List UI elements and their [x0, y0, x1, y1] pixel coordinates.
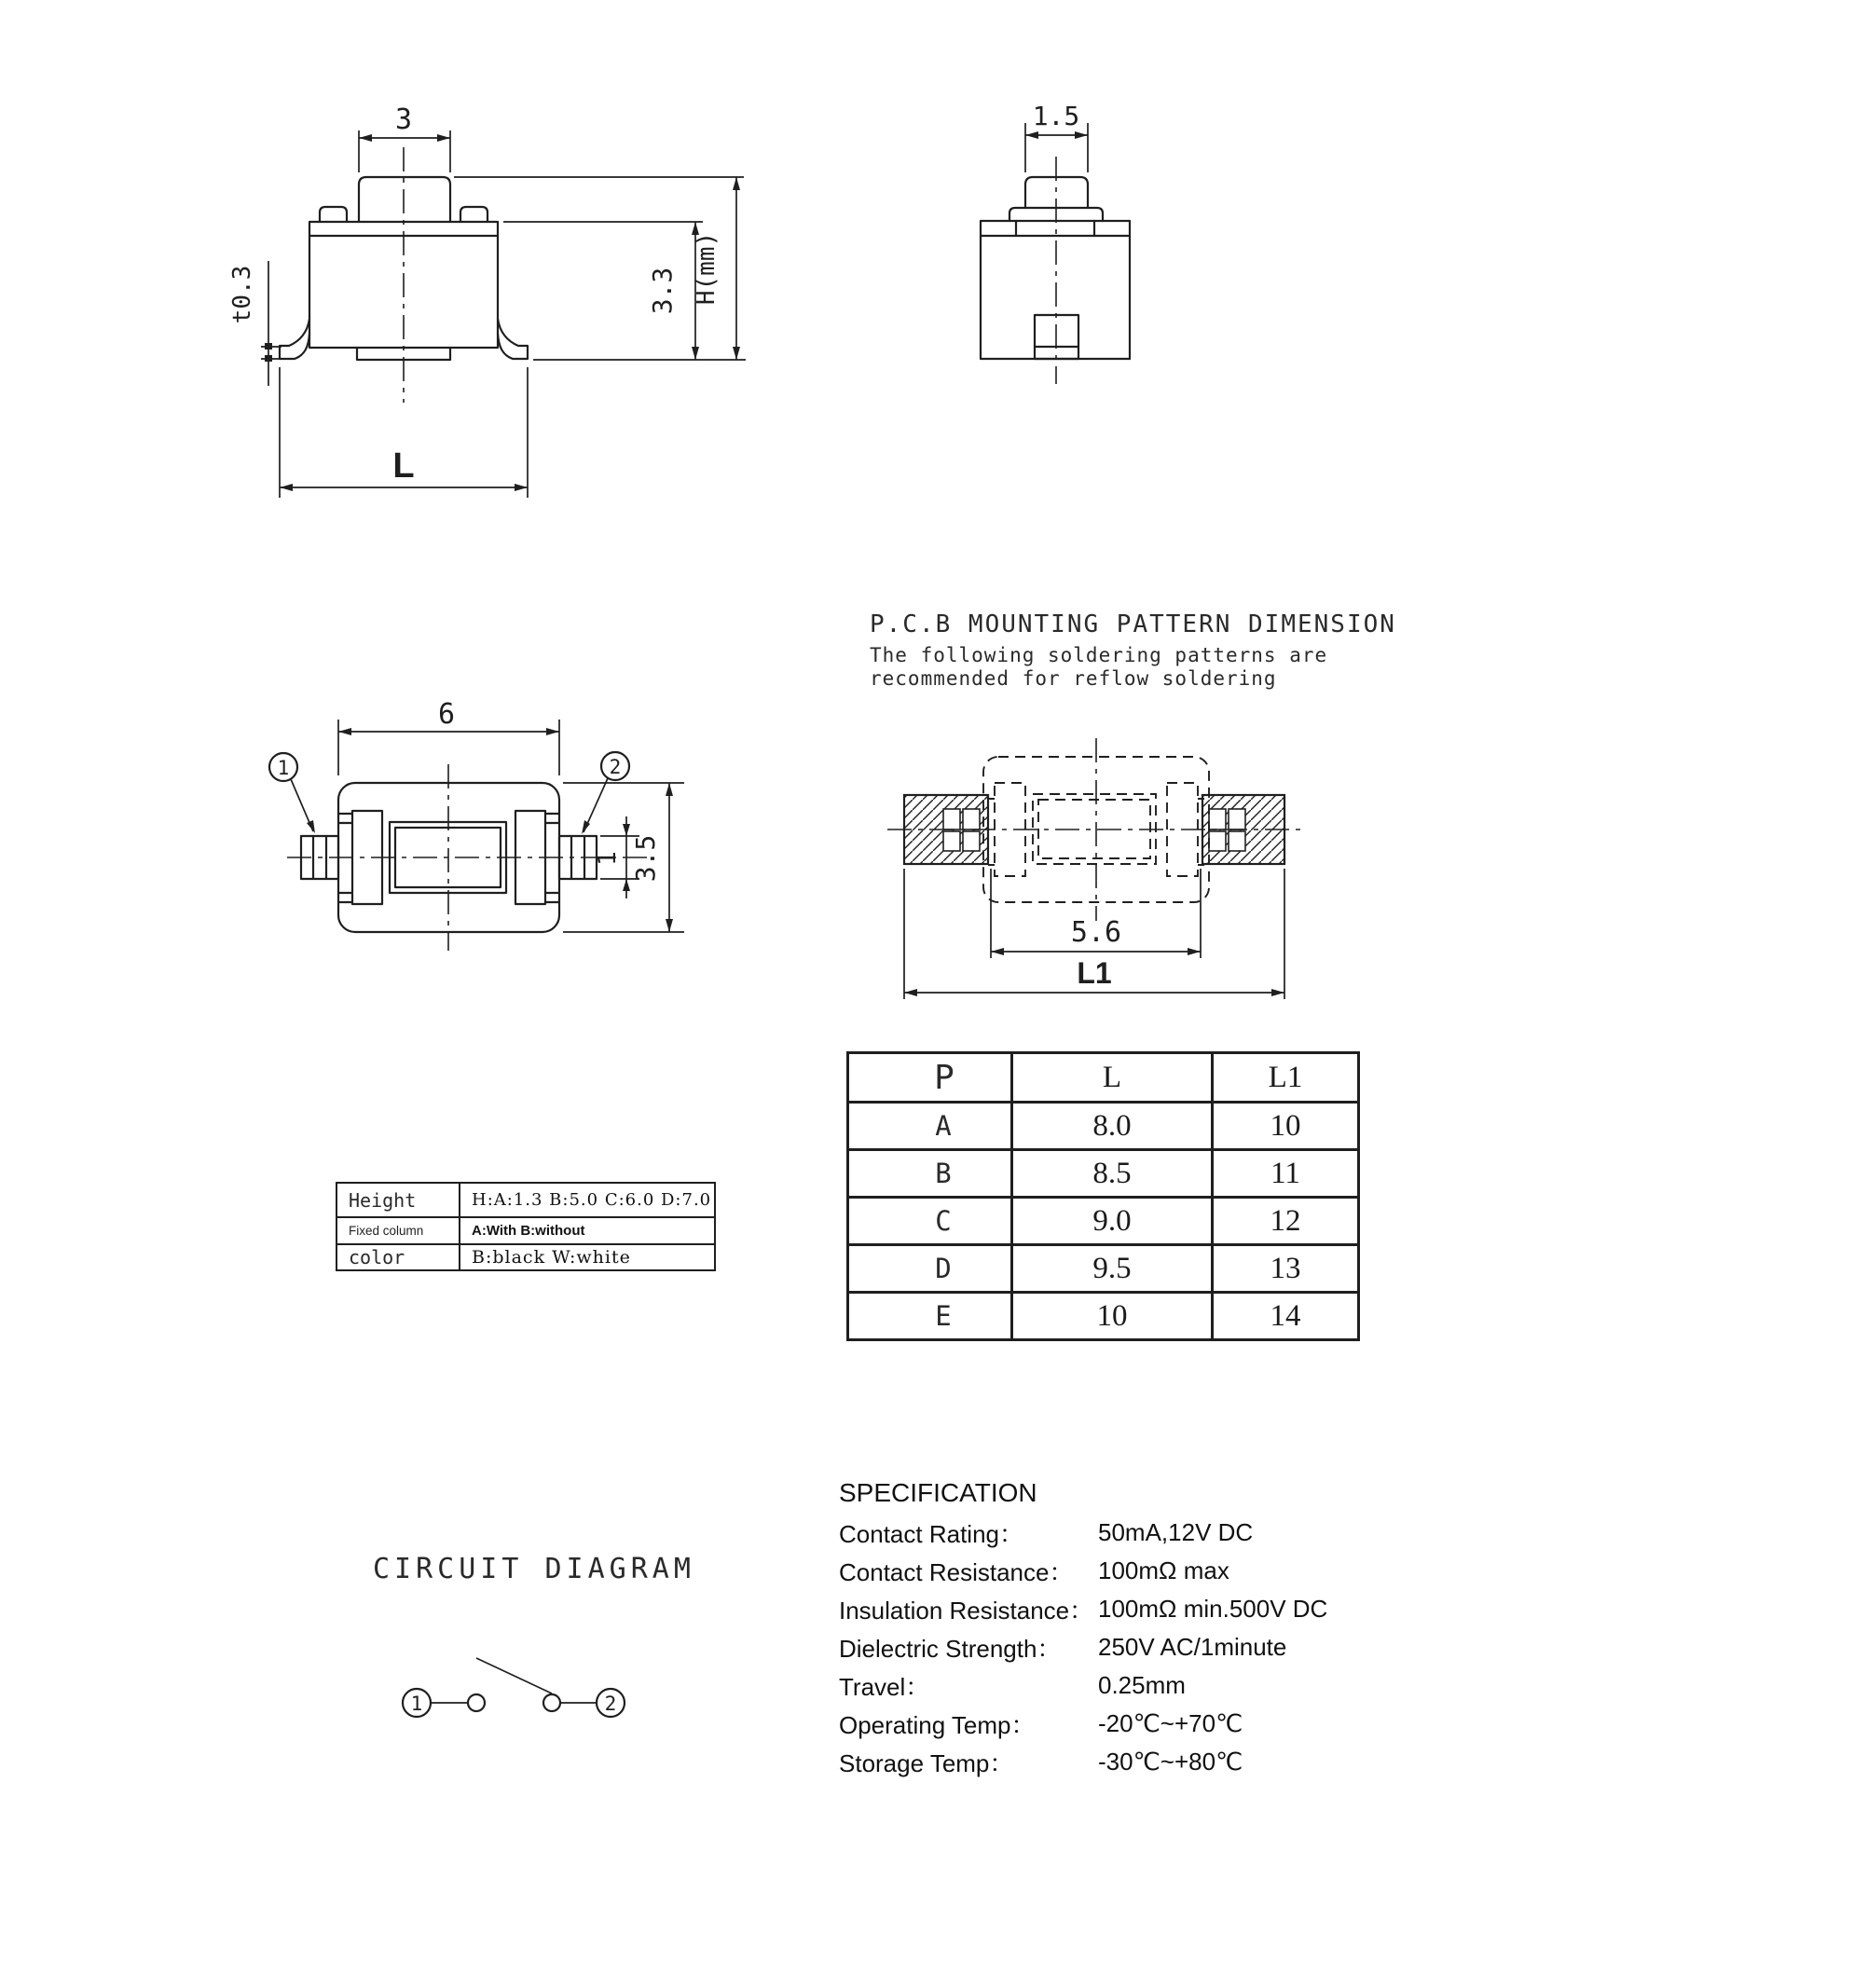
circuit-terminal-1: 1 — [410, 1693, 423, 1715]
table-row — [848, 1198, 1359, 1245]
spec-value: 100mΩ min.500V DC — [1098, 1595, 1328, 1623]
top-callout-1: 1 — [277, 757, 290, 779]
size-cell: A — [848, 1103, 1012, 1150]
specification-title: SPECIFICATION — [839, 1478, 1037, 1507]
spec-value: 0.25mm — [1098, 1671, 1186, 1699]
spec-row-operating-temp — [839, 1705, 1454, 1743]
table-row — [848, 1150, 1359, 1198]
spec-label: Storage Temp： — [839, 1749, 1014, 1777]
size-table-header-row — [848, 1053, 1359, 1103]
size-table — [846, 1051, 1360, 1341]
top-dim-body-height: 3.5 — [630, 834, 661, 883]
options-row-fixed-column-label: Fixed column — [336, 1217, 460, 1244]
top-dim-terminal-width: 1 — [594, 851, 622, 866]
options-row-color-label: color — [336, 1244, 460, 1270]
table-row — [848, 1293, 1359, 1340]
circuit-diagram-title: CIRCUIT DIAGRAM — [373, 1553, 695, 1585]
size-cell: E — [848, 1293, 1012, 1340]
size-cell: D — [848, 1245, 1012, 1293]
pcb-pattern-title-block — [870, 610, 1396, 691]
size-cell: 8.0 — [1012, 1103, 1213, 1150]
spec-label: Contact Rating： — [839, 1520, 1023, 1548]
spec-label: Insulation Resistance： — [839, 1597, 1094, 1625]
size-cell: 13 — [1213, 1245, 1359, 1293]
size-cell: 8.5 — [1012, 1150, 1213, 1198]
table-row — [848, 1245, 1359, 1293]
spec-label: Travel： — [839, 1673, 930, 1701]
options-row-height-label: Height — [336, 1183, 460, 1217]
front-dim-top-width: 3 — [394, 103, 413, 136]
front-dim-total-height: H(mm) — [693, 231, 721, 306]
size-cell: 11 — [1213, 1150, 1359, 1198]
spec-row-insulation-resistance — [839, 1590, 1454, 1628]
table-row — [848, 1103, 1359, 1150]
spec-row-travel — [839, 1666, 1454, 1705]
table-row — [336, 1183, 715, 1217]
table-row — [336, 1217, 715, 1244]
pcb-pattern-subtitle-2: recommended for reflow soldering — [870, 667, 1277, 690]
size-cell: 9.5 — [1012, 1245, 1213, 1293]
pcb-dim-pad-span: 5.6 — [1070, 916, 1122, 949]
size-cell: B — [848, 1150, 1012, 1198]
side-view-drawing — [981, 101, 1130, 384]
circuit-diagram-symbol — [403, 1658, 625, 1717]
circuit-terminal-2: 2 — [604, 1693, 617, 1715]
table-row — [336, 1244, 715, 1270]
size-table-header-p: P — [848, 1053, 1012, 1103]
size-cell: 10 — [1213, 1103, 1359, 1150]
front-view-drawing — [228, 103, 746, 498]
pcb-dim-total: L1 — [1077, 956, 1112, 990]
top-view-drawing — [269, 698, 684, 951]
spec-value: -20℃~+70℃ — [1098, 1709, 1243, 1737]
size-cell: 10 — [1012, 1293, 1213, 1340]
spec-row-dielectric-strength — [839, 1628, 1454, 1666]
front-dim-body-height: 3.3 — [647, 267, 678, 315]
spec-value: 50mA,12V DC — [1098, 1518, 1254, 1546]
size-table-header-l1: L1 — [1213, 1053, 1359, 1103]
spec-row-storage-temp — [839, 1743, 1454, 1781]
pcb-pattern-subtitle-1: The following soldering patterns are — [870, 644, 1328, 666]
pcb-pattern-drawing — [887, 738, 1305, 999]
size-cell: 9.0 — [1012, 1198, 1213, 1245]
front-dim-lead-thickness: t0.3 — [228, 265, 256, 324]
size-cell: 12 — [1213, 1198, 1359, 1245]
front-dim-bottom-width: L — [392, 446, 415, 486]
spec-row-contact-resistance — [839, 1552, 1454, 1590]
pcb-pattern-title: P.C.B MOUNTING PATTERN DIMENSION — [870, 610, 1396, 638]
spec-value: 250V AC/1minute — [1098, 1633, 1287, 1661]
spec-row-contact-rating — [839, 1514, 1454, 1552]
spec-label: Contact Resistance： — [839, 1558, 1074, 1586]
top-callout-2: 2 — [609, 756, 622, 778]
spec-value: 100mΩ max — [1098, 1556, 1229, 1584]
spec-label: Dielectric Strength： — [839, 1635, 1062, 1663]
size-table-header-l: L — [1012, 1053, 1213, 1103]
options-row-height-value: H:A:1.3 B:5.0 C:6.0 D:7.0 — [460, 1183, 715, 1217]
specification-block — [839, 1478, 1454, 1781]
options-table — [336, 1182, 716, 1271]
options-row-color-value: B:black W:white — [460, 1244, 715, 1270]
spec-value: -30℃~+80℃ — [1098, 1748, 1243, 1775]
spec-label: Operating Temp： — [839, 1711, 1036, 1739]
top-dim-body-width: 6 — [437, 698, 456, 731]
options-row-fixed-column-value: A:With B:without — [460, 1217, 715, 1244]
size-cell: C — [848, 1198, 1012, 1245]
side-dim-stem-width: 1.5 — [1032, 101, 1080, 131]
size-cell: 14 — [1213, 1293, 1359, 1340]
